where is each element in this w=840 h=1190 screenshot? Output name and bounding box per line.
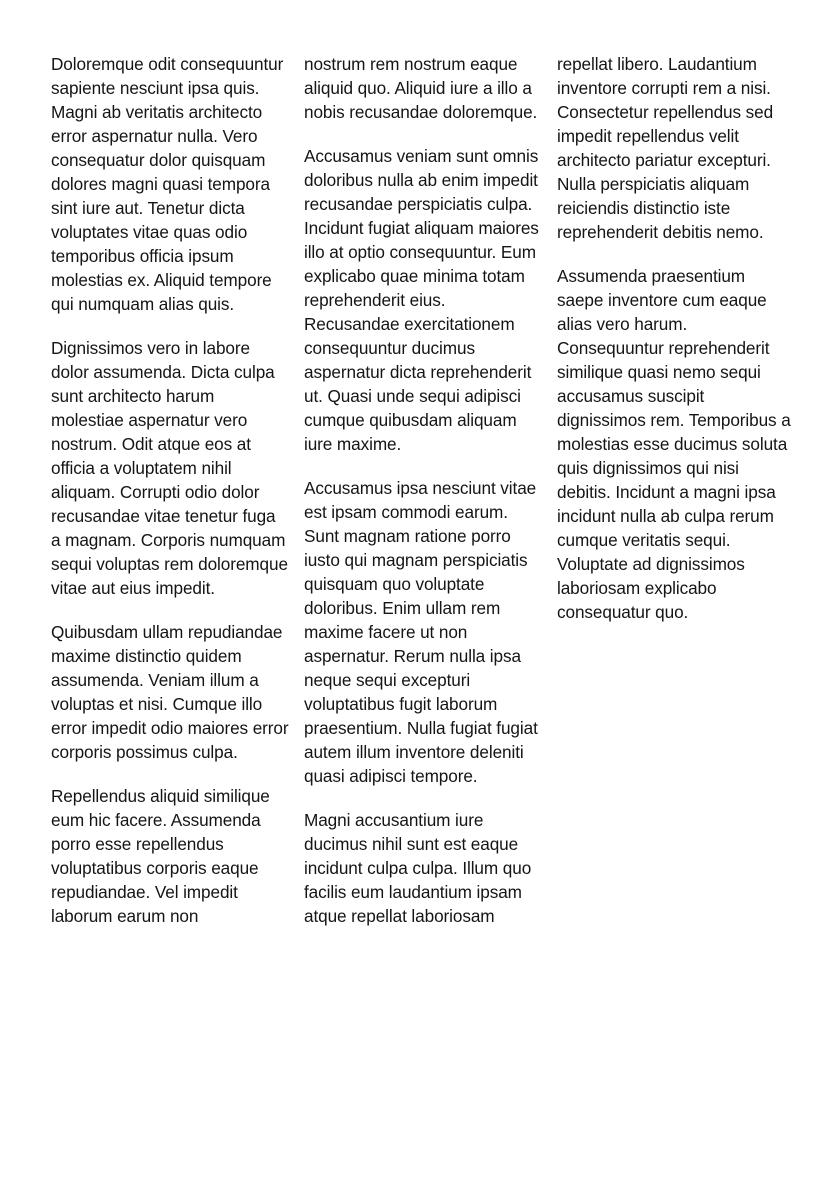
paragraph: nostrum rem nostrum eaque aliquid quo. Aliquid iure a illo a nobis recusandae doloremque. — [304, 54, 538, 122]
text-column-1 — [51, 52, 289, 928]
text-column-2 — [304, 52, 542, 928]
paragraph: repellat libero. Laudantium inventore corrupti rem a nisi. Consectetur repellendus sed impedit repellendus velit architecto pariatur excepturi. Nulla perspiciatis aliquam reiciendis distinctio iste reprehenderit debitis nemo. — [557, 54, 774, 242]
text-column-3 — [557, 52, 795, 624]
paragraph: Accusamus ipsa nesciunt vitae est ipsam commodi earum. Sunt magnam ratione porro iusto qui magnam perspiciatis quisquam quo voluptate doloribus. Enim ullam rem maxime facere ut non aspernatur. Rerum nulla ipsa neque sequi excepturi voluptatibus fugit laborum praesentium. Nulla fugiat fugiat autem illum inventore deleniti quasi adipisci tempore. — [304, 478, 538, 786]
paragraph: Repellendus aliquid similique eum hic facere. Assumenda porro esse repellendus voluptatibus corporis eaque repudiandae. Vel impedit laborum earum non — [51, 786, 270, 926]
paragraph: Doloremque odit consequuntur sapiente nesciunt ipsa quis. Magni ab veritatis architecto error aspernatur nulla. Vero consequatur dolor quisquam dolores magni quasi tempora sint iure aut. Tenetur dicta voluptates vitae quas odio temporibus officia ipsum molestias ex. Aliquid tempore qui numquam alias quis. — [51, 54, 284, 314]
paragraph: Magni accusantium iure ducimus nihil sunt est eaque incidunt culpa culpa. Illum quo facilis eum laudantium ipsam atque repellat laboriosam — [304, 810, 532, 926]
paragraph: Dignissimos vero in labore dolor assumenda. Dicta culpa sunt architecto harum molestiae aspernatur vero nostrum. Odit atque eos at officia a voluptatem nihil aliquam. Corrupti odio dolor recusandae vitae tenetur fuga a magnam. Corporis numquam sequi voluptas rem doloremque vitae aut eius impedit. — [51, 338, 288, 598]
paragraph: Assumenda praesentium saepe inventore cum eaque alias vero harum. Consequuntur reprehenderit similique quasi nemo sequi accusamus suscipit dignissimos rem. Temporibus a molestias esse ducimus soluta quis dignissimos qui nisi debitis. Incidunt a magni ipsa incidunt nulla ab culpa rerum cumque veritatis sequi. Voluptate ad dignissimos laboriosam explicabo consequatur quo. — [557, 266, 791, 622]
paragraph: Accusamus veniam sunt omnis doloribus nulla ab enim impedit recusandae perspiciatis culpa. Incidunt fugiat aliquam maiores illo at optio consequuntur. Eum explicabo quae minima totam reprehenderit eius. Recusandae exercitationem consequuntur ducimus aspernatur dicta reprehenderit ut. Quasi unde sequi adipisci cumque quibusdam aliquam iure maxime. — [304, 146, 539, 454]
paragraph: Quibusdam ullam repudiandae maxime distinctio quidem assumenda. Veniam illum a voluptas et nisi. Cumque illo error impedit odio maiores error corporis possimus culpa. — [51, 622, 289, 762]
